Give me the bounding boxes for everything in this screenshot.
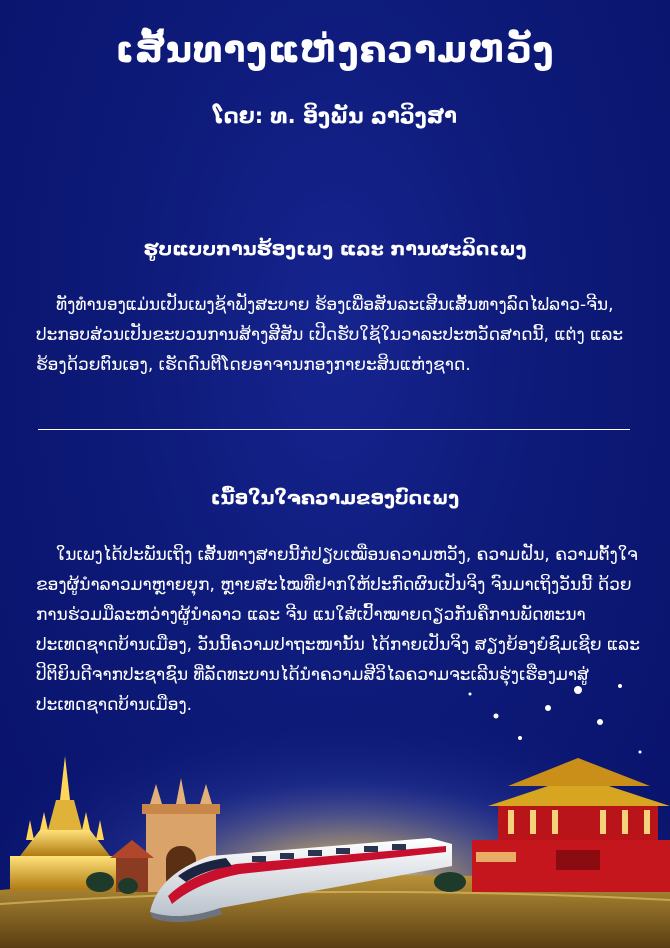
section-body-song-content: ໃນເພງໄດ້ປະພັນເຖິງ ເສັ້ນທາງສາຍນີ້ກໍປຽບເໝືອນຄວາມຫວັງ, ຄວາມຝັນ, ຄວາມຕັ້ງໃຈຂອງຜູ້ນຳລາວມາຫຼາຍຍຸກ, ຫຼາຍສະໄໝທີ່ຢາກໃຫ້ປະກົດຜົນເປັນຈິງ ຈົນມາເຖິງວັນນີ້ ດ້ວຍການຮ່ວມມືລະຫວ່າງຜູ້ນຳລາວ ແລະ ຈີນ ແນໃສ່ເປົ້າໝາຍດຽວກັນຄືການພັດທະນາປະເທດຊາດບ້ານເມືອງ, ວັນນີ້ຄວາມປາຖະໜານັ້ນ ໄດ້ກາຍເປັນຈິງ ສຽງຍ້ອງຍໍຊົມເຊີຍ ແລະ bbox=[36, 545, 640, 655]
railway-illustration bbox=[0, 660, 670, 948]
author-line: ໂດຍ: ທ. ອິງພັນ ລາວິງສາ bbox=[213, 104, 457, 128]
section-divider bbox=[38, 429, 630, 430]
section-body-song-style: ທັງທຳນອງແມ່ນເປັນເພງຊ້າຟັງສະບາຍ ຮ້ອງເພື່ອສັນລະເສີນເສັ້ນທາງລົດໄຟລາວ-ຈີນ, ປະກອບສ່ວນເປັນຂະບວນການສ້າງສີສັນ ເປີດຮັບໃຊ້ໃນວາລະປະຫວັດສາດນີ້, ແຕ່ງ ແລະ ຮ້ອງດ້ວຍຕົນເອງ, ເຮັດດົນຕີໂດຍອາຈານກອງກາຍະສິນແຫ່ງຊາດ. bbox=[36, 295, 624, 375]
section-heading-song-style: ຮູບແບບການຮ້ອງເພງ ແລະ ການຜະລິດເພງ bbox=[143, 238, 527, 260]
section-heading-song-content: ເນື້ອໃນໃຈຄວາມຂອງບົດເພງ bbox=[210, 487, 460, 509]
poster-title: ເສັ້ນທາງແຫ່ງຄວາມຫວັງ bbox=[115, 30, 555, 71]
